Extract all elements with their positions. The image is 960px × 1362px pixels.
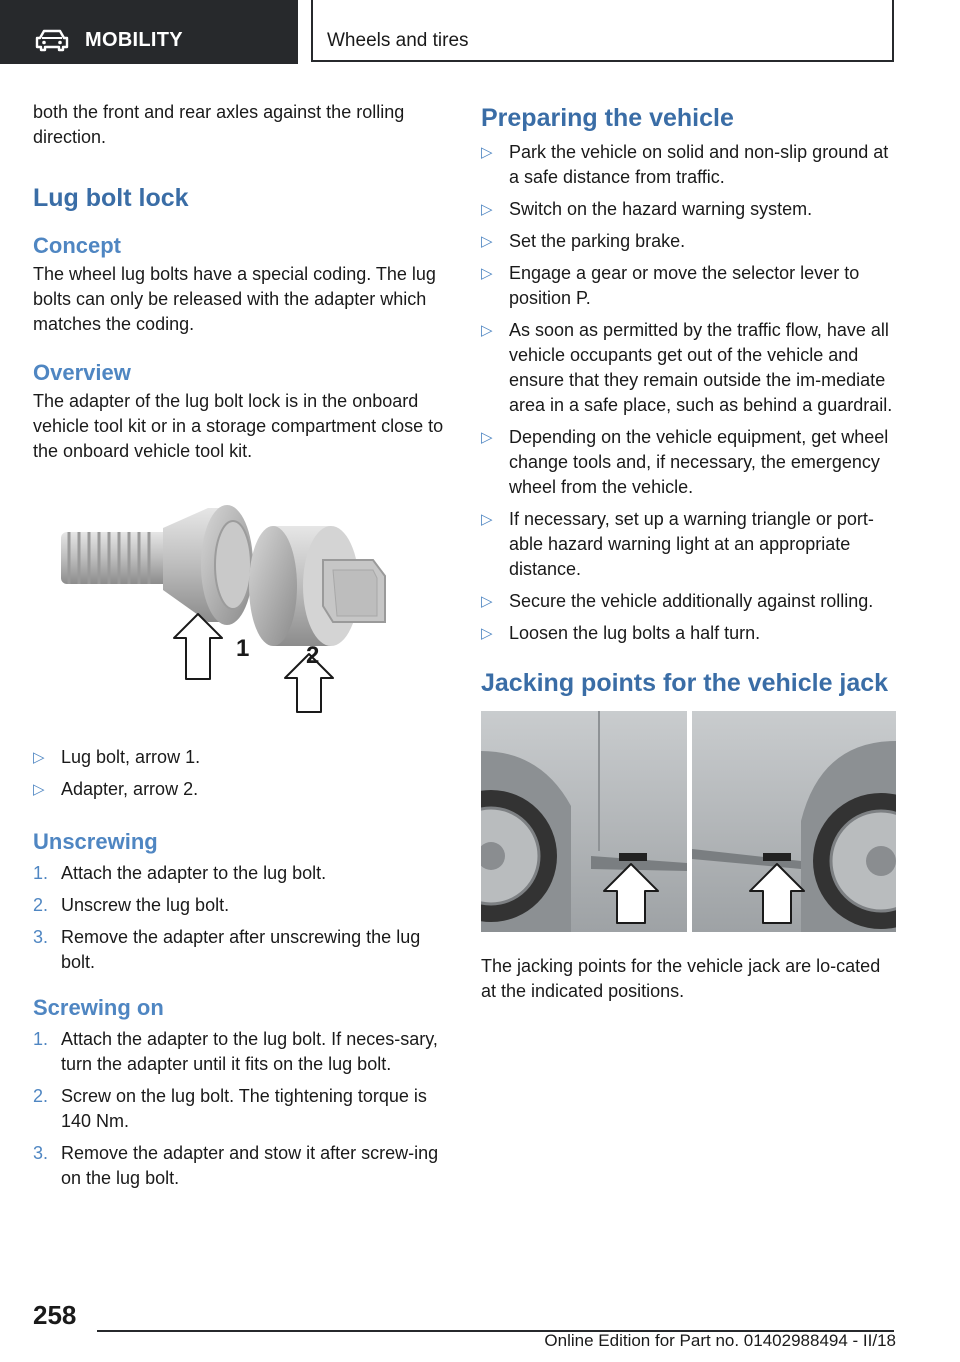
unscrewing-heading: Unscrewing bbox=[33, 829, 158, 854]
page-number: 258 bbox=[33, 1300, 77, 1330]
jacking-points-figure bbox=[481, 711, 896, 932]
triangle-bullet-icon: ▷ bbox=[481, 265, 493, 282]
list-item: 3. Remove the adapter after unscrewing the lug bolt. bbox=[33, 927, 421, 972]
jacking-points-text: The jacking points for the vehicle jack are lo‐cated at the indicated positions. bbox=[481, 956, 881, 1001]
list-item: ▷ Lug bolt, arrow 1. bbox=[33, 745, 447, 770]
jacking-points-heading: Jacking points for the vehicle jack bbox=[481, 669, 889, 697]
edition-text: Online Edition for Part no. 01402988494 - II/18 bbox=[544, 1331, 896, 1350]
triangle-bullet-icon: ▷ bbox=[33, 781, 45, 798]
list-item: ▷ Switch on the hazard warning system. bbox=[481, 197, 897, 222]
section-label: MOBILITY bbox=[85, 29, 183, 51]
lug-bolt-illustration bbox=[33, 498, 447, 728]
section-tab bbox=[0, 0, 298, 64]
list-item: ▷ As soon as permitted by the traffic flow, have all vehicle occupants get out of the vehicle and ensure that they remain outside the im‐mediate area in a safe place, such as behind a guardrail. bbox=[481, 320, 893, 415]
list-item: ▷ Set the parking brake. bbox=[481, 229, 897, 254]
triangle-bullet-icon: ▷ bbox=[481, 429, 493, 446]
left-column bbox=[33, 100, 447, 1198]
preparing-vehicle-heading: Preparing the vehicle bbox=[481, 104, 734, 132]
concept-heading: Concept bbox=[33, 233, 121, 258]
overview-text: The adapter of the lug bolt lock is in the onboard vehicle tool kit or in a storage compartment close to the onboard vehicle tool kit. bbox=[33, 391, 444, 461]
triangle-bullet-icon: ▷ bbox=[33, 749, 45, 766]
list-item: 1. Attach the adapter to the lug bolt. bbox=[33, 863, 327, 883]
right-column bbox=[481, 103, 897, 1004]
list-item: 1. Attach the adapter to the lug bolt. If neces‐sary, turn the adapter until it fits on the lug bolt. bbox=[33, 1029, 438, 1074]
triangle-bullet-icon: ▷ bbox=[481, 233, 493, 250]
list-item: ▷ Secure the vehicle additionally against rolling. bbox=[481, 589, 897, 614]
list-item: 3. Remove the adapter and stow it after screw‐ing on the lug bolt. bbox=[33, 1143, 439, 1188]
triangle-bullet-icon: ▷ bbox=[481, 322, 493, 339]
overview-heading: Overview bbox=[33, 360, 131, 385]
list-item: ▷ Loosen the lug bolts a half turn. bbox=[481, 621, 897, 646]
lug-bolt-figure bbox=[33, 498, 447, 728]
lug-bolt-lock-heading: Lug bolt lock bbox=[33, 184, 189, 212]
intro-text: both the front and rear axles against the rolling direction. bbox=[33, 102, 405, 147]
figure-legend-list bbox=[33, 745, 447, 802]
concept-text: The wheel lug bolts have a special coding. The lug bolts can only be released with the adapter which matches the coding. bbox=[33, 264, 436, 334]
list-item: 2. Unscrew the lug bolt. bbox=[33, 895, 230, 915]
screwing-on-steps bbox=[33, 1027, 447, 1191]
chapter-tab bbox=[311, 0, 894, 62]
triangle-bullet-icon: ▷ bbox=[481, 625, 493, 642]
list-item: ▷ Engage a gear or move the selector lever to position P. bbox=[481, 263, 860, 308]
list-item: ▷ Park the vehicle on solid and non-slip ground at a safe distance from traffic. bbox=[481, 142, 889, 187]
screwing-on-heading: Screwing on bbox=[33, 995, 164, 1020]
figure-label-2: 2 bbox=[306, 642, 320, 669]
car-icon bbox=[34, 28, 70, 52]
list-item: 2. Screw on the lug bolt. The tightening torque is 140 Nm. bbox=[33, 1086, 427, 1131]
figure-label-1: 1 bbox=[236, 635, 250, 662]
unscrewing-steps bbox=[33, 861, 447, 975]
triangle-bullet-icon: ▷ bbox=[481, 593, 493, 610]
jacking-points-illustration bbox=[481, 711, 896, 932]
list-item: ▷ Adapter, arrow 2. bbox=[33, 777, 447, 802]
list-item: ▷ Depending on the vehicle equipment, get wheel change tools and, if necessary, the emergency wheel from the vehicle. bbox=[481, 427, 889, 497]
triangle-bullet-icon: ▷ bbox=[481, 201, 493, 218]
chapter-title: Wheels and tires bbox=[327, 30, 469, 51]
triangle-bullet-icon: ▷ bbox=[481, 511, 493, 528]
preparing-vehicle-list bbox=[481, 140, 897, 646]
triangle-bullet-icon: ▷ bbox=[481, 144, 493, 161]
list-item: ▷ If necessary, set up a warning triangle or port‐able hazard warning light at an appropriate distance. bbox=[481, 509, 874, 579]
